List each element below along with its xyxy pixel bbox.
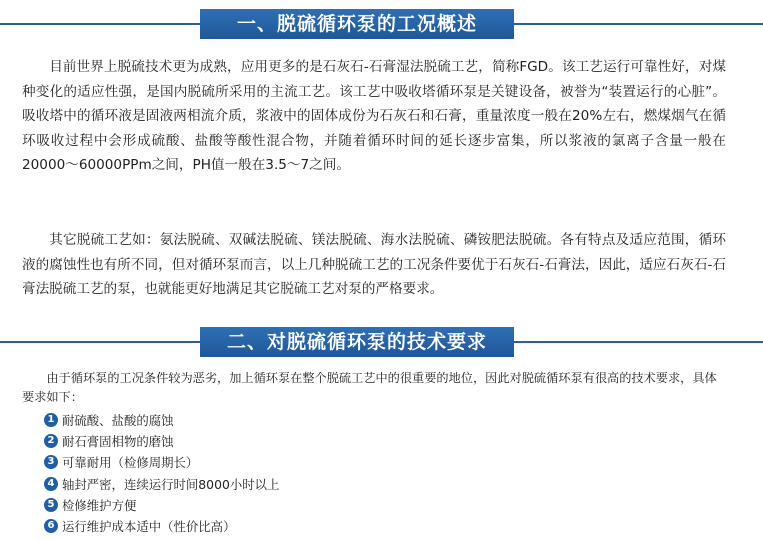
requirement-text: 耐石膏固相物的磨蚀	[62, 433, 174, 449]
number-badge-icon: 1	[44, 413, 58, 427]
requirement-item	[44, 494, 279, 515]
section-1-title: 一、脱硫循环泵的工况概述	[200, 9, 514, 39]
section-2-intro: 由于循环泵的工况条件较为恶劣，加上循环泵在整个脱硫工艺中的很重要的地位，因此对脱硫循环泵有很高的技术要求，具体要求如下：	[22, 371, 717, 404]
section-2-banner	[0, 327, 763, 357]
section-2-title: 二、对脱硫循环泵的技术要求	[200, 327, 514, 357]
number-badge-icon: 6	[44, 519, 58, 533]
number-badge-icon: 3	[44, 455, 58, 469]
requirement-text: 可靠耐用（检修周期长）	[62, 455, 199, 471]
requirement-text: 运行维护成本适中（性价比高）	[62, 519, 236, 535]
requirement-item	[44, 515, 279, 536]
requirement-text: 轴封严密，连续运行时间8000小时以上	[62, 476, 280, 492]
number-badge-icon: 2	[44, 434, 58, 448]
section-1-paragraph-2: 其它脱硫工艺如：氨法脱硫、双碱法脱硫、镁法脱硫、海水法脱硫、磷铵肥法脱硫。各有特点及适应范围，循环液的腐蚀性也有所不同，但对循环泵而言，以上几种脱硫工艺的工况条件要优于石灰石-石膏法，因此，适应石灰石-石膏法脱硫工艺的泵，也就能更好地满足其它脱硫工艺对泵的严格要求。	[22, 232, 726, 297]
section-1-banner	[0, 9, 763, 39]
requirement-item	[44, 452, 279, 473]
requirement-text: 耐硫酸、盐酸的腐蚀	[62, 412, 174, 428]
requirement-text: 检修维护方便	[62, 497, 137, 513]
requirement-item	[44, 430, 279, 451]
section-1-paragraph-1: 目前世界上脱硫技术更为成熟，应用更多的是石灰石-石膏湿法脱硫工艺，简称FGD。该工艺运行可靠性好，对煤种变化的适应性强，是国内脱硫所采用的主流工艺。该工艺中吸收塔循环泵是关键设备，被誉为“装置运行的心脏”。吸收塔中的循环液是固液两相流介质，浆液中的固体成份为石灰石和石膏，重量浓度一般在20%左右，燃煤烟气在循环吸收过程中会形成硫酸、盐酸等酸性混合物，并随着循环时间的延长逐步富集，所以浆液的氯离子含量一般在20000～60000PPm之间，PH值一般在3.5～7之间。	[22, 59, 726, 173]
number-badge-icon: 4	[44, 477, 58, 491]
requirement-item	[44, 409, 279, 430]
number-badge-icon: 5	[44, 498, 58, 512]
requirements-list	[44, 409, 279, 537]
requirement-item	[44, 473, 279, 494]
